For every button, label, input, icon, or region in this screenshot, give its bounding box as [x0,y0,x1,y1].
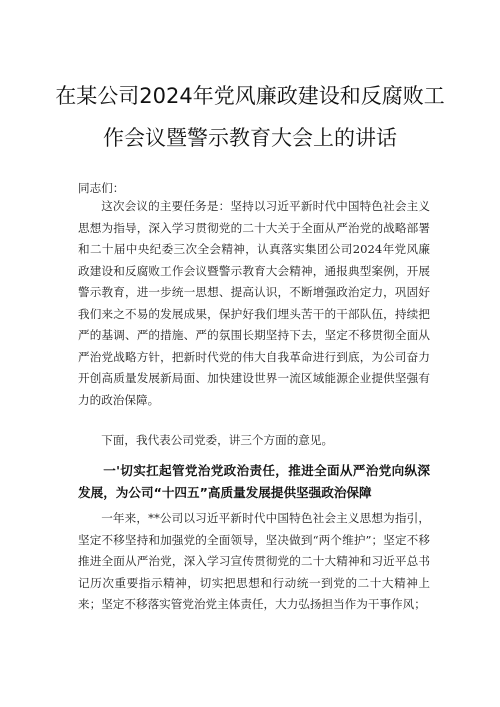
paragraph-section-1: 一年来，**公司以习近平新时代中国特色社会主义思想为指引，坚定不移坚持和加强党的全面领导，坚决做到“两个维护”；坚定不移推进全面从严治党，深入学习宣传贯彻党的二十大精神和习近平总书记历次重要指示精神，切实把思想和行动统一到党的二十大精神上来；坚定不移落实管党治党主体责任，大力弘扬担当作为干事作风； [78,511,430,611]
salutation: 同志们： [78,181,125,195]
paragraph-outline: 下面，我代表公司党委，讲三个方面的意见。 [101,433,334,447]
document-title-line-1: 在某公司2024年党风廉政建设和反腐败工 [55,84,445,108]
section-heading-1: 一'切实扛起管党治党政治责任，推进全面从严治党向纵深发展，为公司“十四五”高质量发展提供坚强政治保障 [78,463,430,500]
document-title-line-2: 作会议暨警示教育大会上的讲话 [103,126,397,150]
paragraph-intro: 这次会议的主要任务是：坚持以习近平新时代中国特色社会主义思想为指导，深入学习贯彻党的二十大关于全面从严治党的战略部署和二十届中央纪委三次全会精神，认真落实集团公司2024年党风廉政建设和反腐败工作会议暨警示教育大会精神，通报典型案例，开展警示教育，进一步统一思想、提高认识，不断增强政治定力，巩固好我们来之不易的发展成果，保护好我们埋头苦干的干部队伍，持续把严的基调、严的措施、严的氛围长期坚持下去，坚定不移贯彻全面从严治党战略方针，把新时代党的伟大自我革命进行到底，为公司奋力开创高质量发展新局面、加快建设世界一流区域能源企业提供坚强有力的政治保障。 [78,199,430,407]
